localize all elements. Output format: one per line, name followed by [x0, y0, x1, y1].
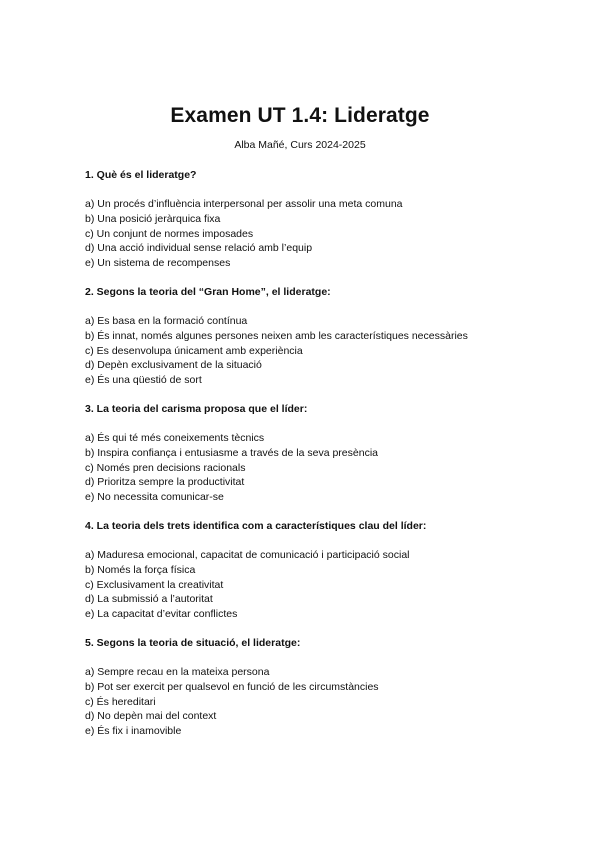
question-2 [85, 285, 525, 388]
option-b: b) Una posició jeràrquica fixa [85, 212, 221, 225]
option-c: c) Un conjunt de normes imposades [85, 227, 254, 240]
option-e: e) No necessita comunicar-se [85, 491, 224, 504]
option-d: d) Depèn exclusivament de la situació [85, 359, 262, 372]
option-d: d) La submissió a l’autoritat [85, 593, 213, 606]
option-d: d) Una acció individual sense relació amb l’equip [85, 242, 313, 255]
option-e: e) Un sistema de recompenses [85, 257, 231, 270]
option-c: c) Només pren decisions racionals [85, 461, 246, 474]
document-title: Examen UT 1.4: Lideratge [170, 104, 430, 127]
option-d: d) No depèn mai del context [85, 710, 217, 723]
option-b: b) Inspira confiança i entusiasme a través de la seva presència [85, 446, 378, 459]
option-a: a) Es basa en la formació contínua [85, 315, 248, 327]
option-list [85, 548, 525, 622]
question-heading: 1. Què és el lideratge? [85, 169, 197, 181]
question-5 [85, 636, 525, 739]
document-subtitle: Alba Mañé, Curs 2024-2025 [234, 139, 366, 151]
option-c: c) Exclusivament la creativitat [85, 578, 224, 591]
question-heading: 2. Segons la teoria del “Gran Home”, el lideratge: [85, 286, 331, 298]
option-e: e) És una qüestió de sort [85, 374, 202, 387]
question-heading: 4. La teoria dels trets identifica com a característiques clau del líder: [85, 520, 427, 532]
option-a: a) Un procés d’influència interpersonal per assolir una meta comuna [85, 198, 403, 210]
option-list [85, 431, 525, 505]
option-b: b) Només la força física [85, 563, 196, 576]
option-e: e) La capacitat d’evitar conflictes [85, 608, 238, 621]
option-e: e) És fix i inamovible [85, 725, 182, 738]
option-d: d) Prioritza sempre la productivitat [85, 476, 245, 489]
question-1 [85, 168, 525, 271]
option-b: b) Pot ser exercit per qualsevol en funció de les circumstàncies [85, 680, 379, 693]
question-heading: 5. Segons la teoria de situació, el lideratge: [85, 637, 301, 649]
question-3 [85, 402, 525, 505]
option-a: a) Maduresa emocional, capacitat de comunicació i participació social [85, 549, 410, 561]
question-4 [85, 519, 525, 622]
option-b: b) És innat, només algunes persones neixen amb les característiques necessàries [85, 329, 468, 342]
question-heading: 3. La teoria del carisma proposa que el líder: [85, 403, 308, 415]
option-list [85, 197, 525, 271]
option-list [85, 665, 525, 739]
option-c: c) És hereditari [85, 695, 156, 708]
option-list [85, 314, 525, 388]
option-a: a) És qui té més coneixements tècnics [85, 432, 265, 444]
option-c: c) Es desenvolupa únicament amb experiència [85, 344, 303, 357]
option-a: a) Sempre recau en la mateixa persona [85, 666, 270, 678]
